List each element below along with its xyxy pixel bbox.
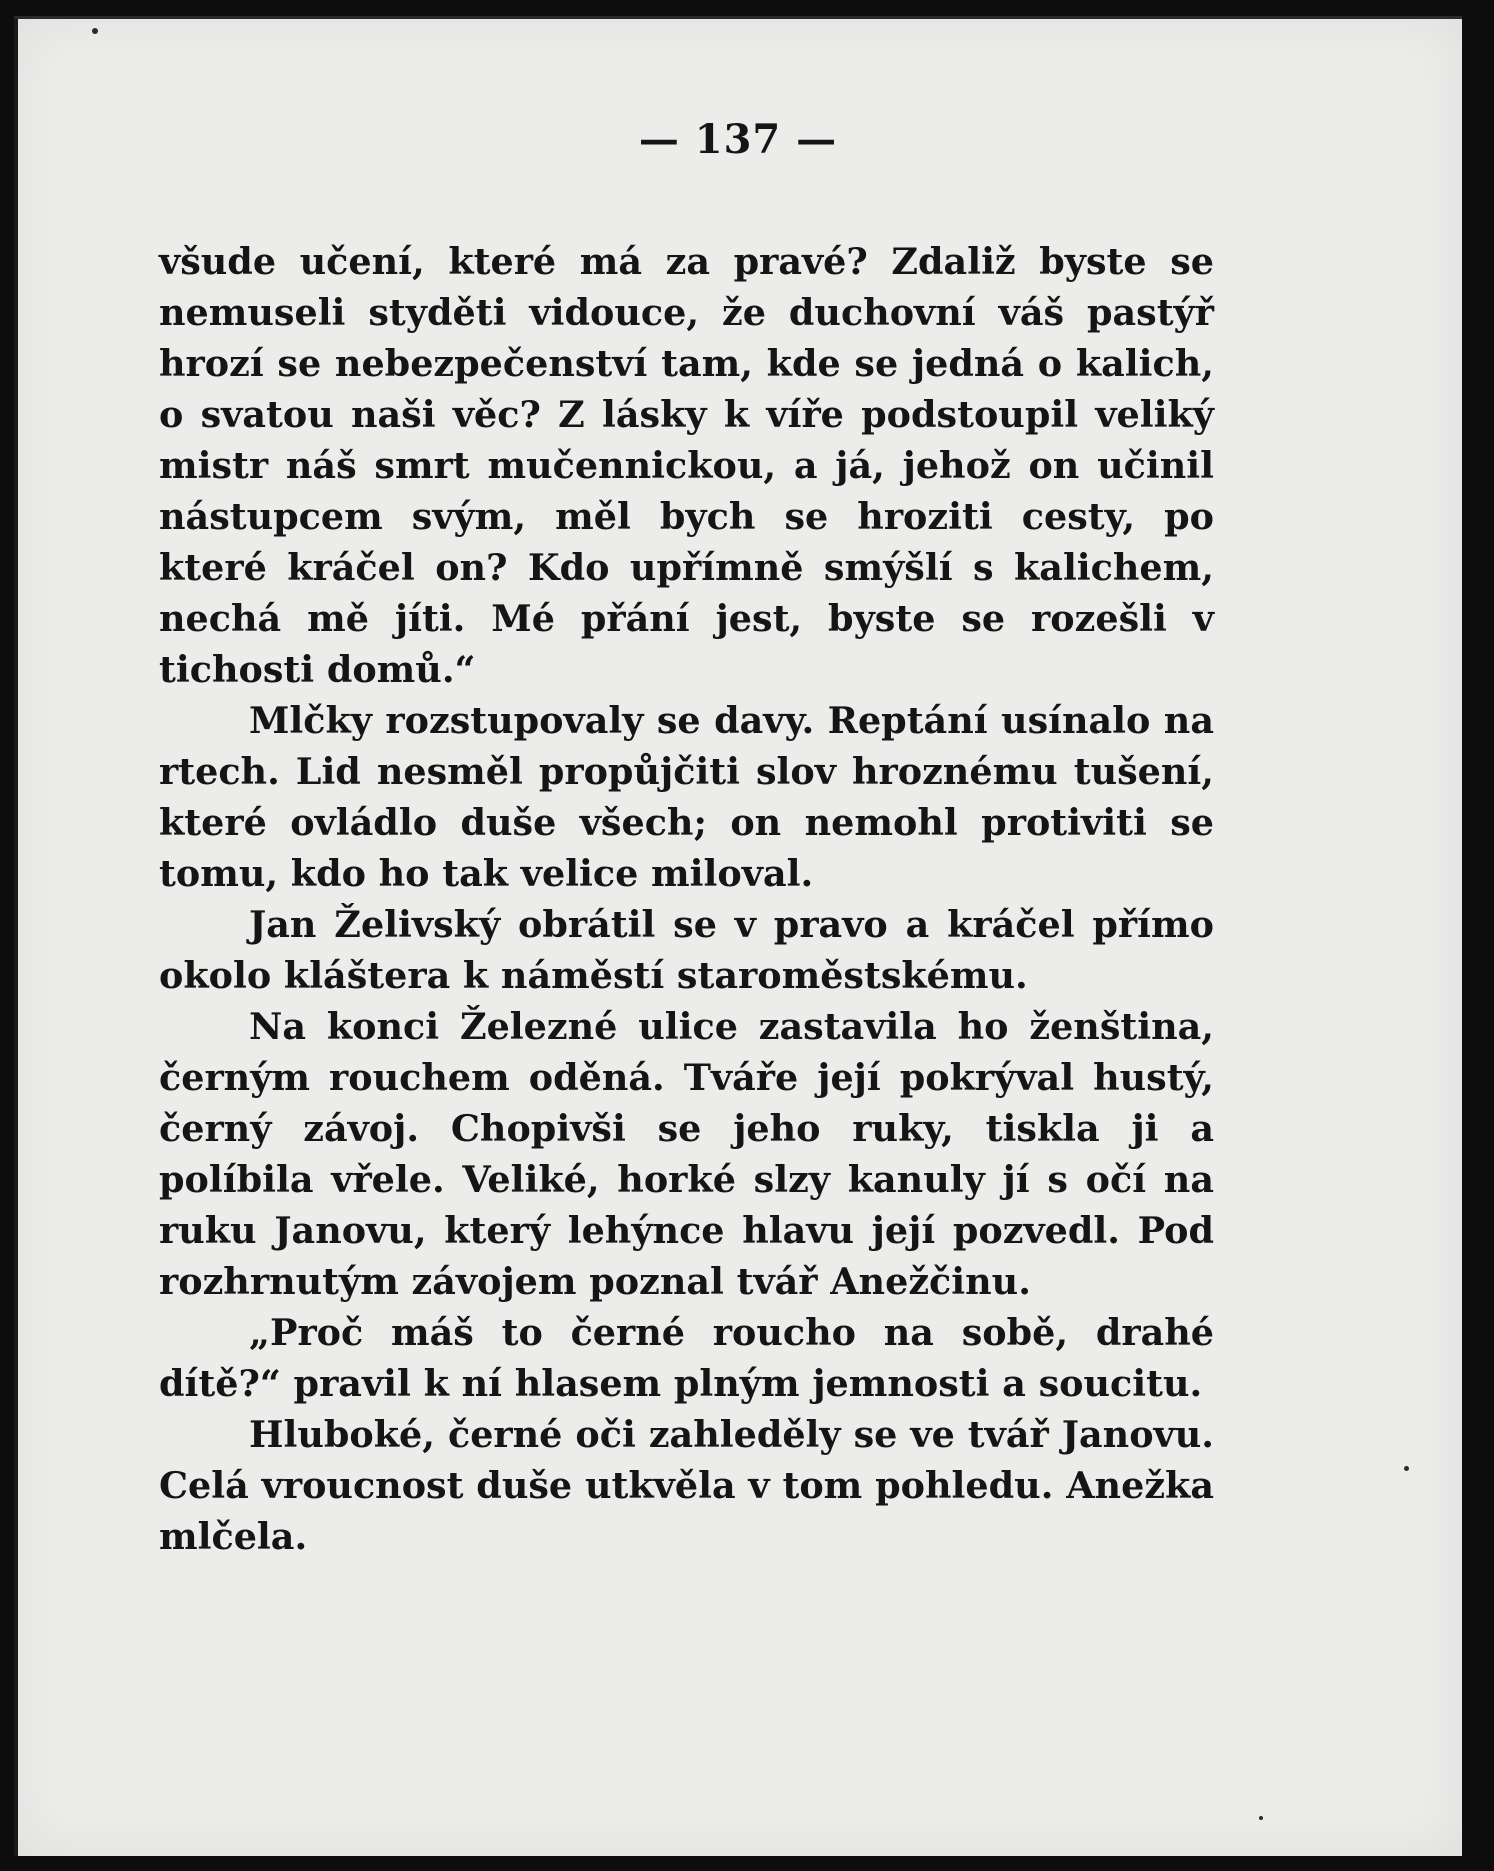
page-left-edge [14,16,18,1856]
book-page [14,16,1462,1856]
page-top-edge [14,16,1462,19]
scan-speck [1404,1466,1409,1471]
body-text [159,236,1214,1562]
paragraph-continuation: všude učení, které má za pravé? Zdaliž byste se nemuseli styděti vidouce, že duchovní váš pastýř hrozí se nebezpečenství tam, kde se jedná o kalich, o svatou naši věc? Z lásky k víře podstoupil veliký mistr náš smrt mučennickou, a já, jehož on učinil nástupcem svým, měl bych se hroziti cesty, po které kráčel on? Kdo upřímně smýšlí s kalichem, nechá mě jíti. Mé přání jest, byste se rozešli v tichosti domů.“ [159,240,1214,691]
scan-speck [1259,1816,1263,1820]
scan-speck [92,28,98,34]
paragraph: Jan Želivský obrátil se v pravo a kráčel přímo okolo kláštera k náměstí staroměstskému. [159,903,1214,997]
paragraph: „Proč máš to černé roucho na sobě, drahé dítě?“ pravil k ní hlasem plným jemnosti a soucitu. [159,1311,1214,1405]
paragraph: Na konci Železné ulice zastavila ho ženština, černým rouchem oděná. Tváře její pokrýval hustý, černý závoj. Chopivši se jeho ruky, tiskla ji a políbila vřele. Veliké, horké slzy kanuly jí s očí na ruku Janovu, který lehýnce hlavu její pozvedl. Pod rozhrnutým závojem poznal tvář Anežčinu. [159,1005,1214,1303]
paragraph: Hluboké, černé oči zahleděly se ve tvář Janovu. Celá vroucnost duše utkvěla v tom pohledu. Anežka mlčela. [159,1413,1214,1558]
paragraph: Mlčky rozstupovaly se davy. Reptání usínalo na rtech. Lid nesměl propůjčiti slov hroznému tušení, které ovládlo duše všech; on nemohl protiviti se tomu, kdo ho tak velice miloval. [159,699,1214,895]
page-number: — 137 — [638,116,838,163]
